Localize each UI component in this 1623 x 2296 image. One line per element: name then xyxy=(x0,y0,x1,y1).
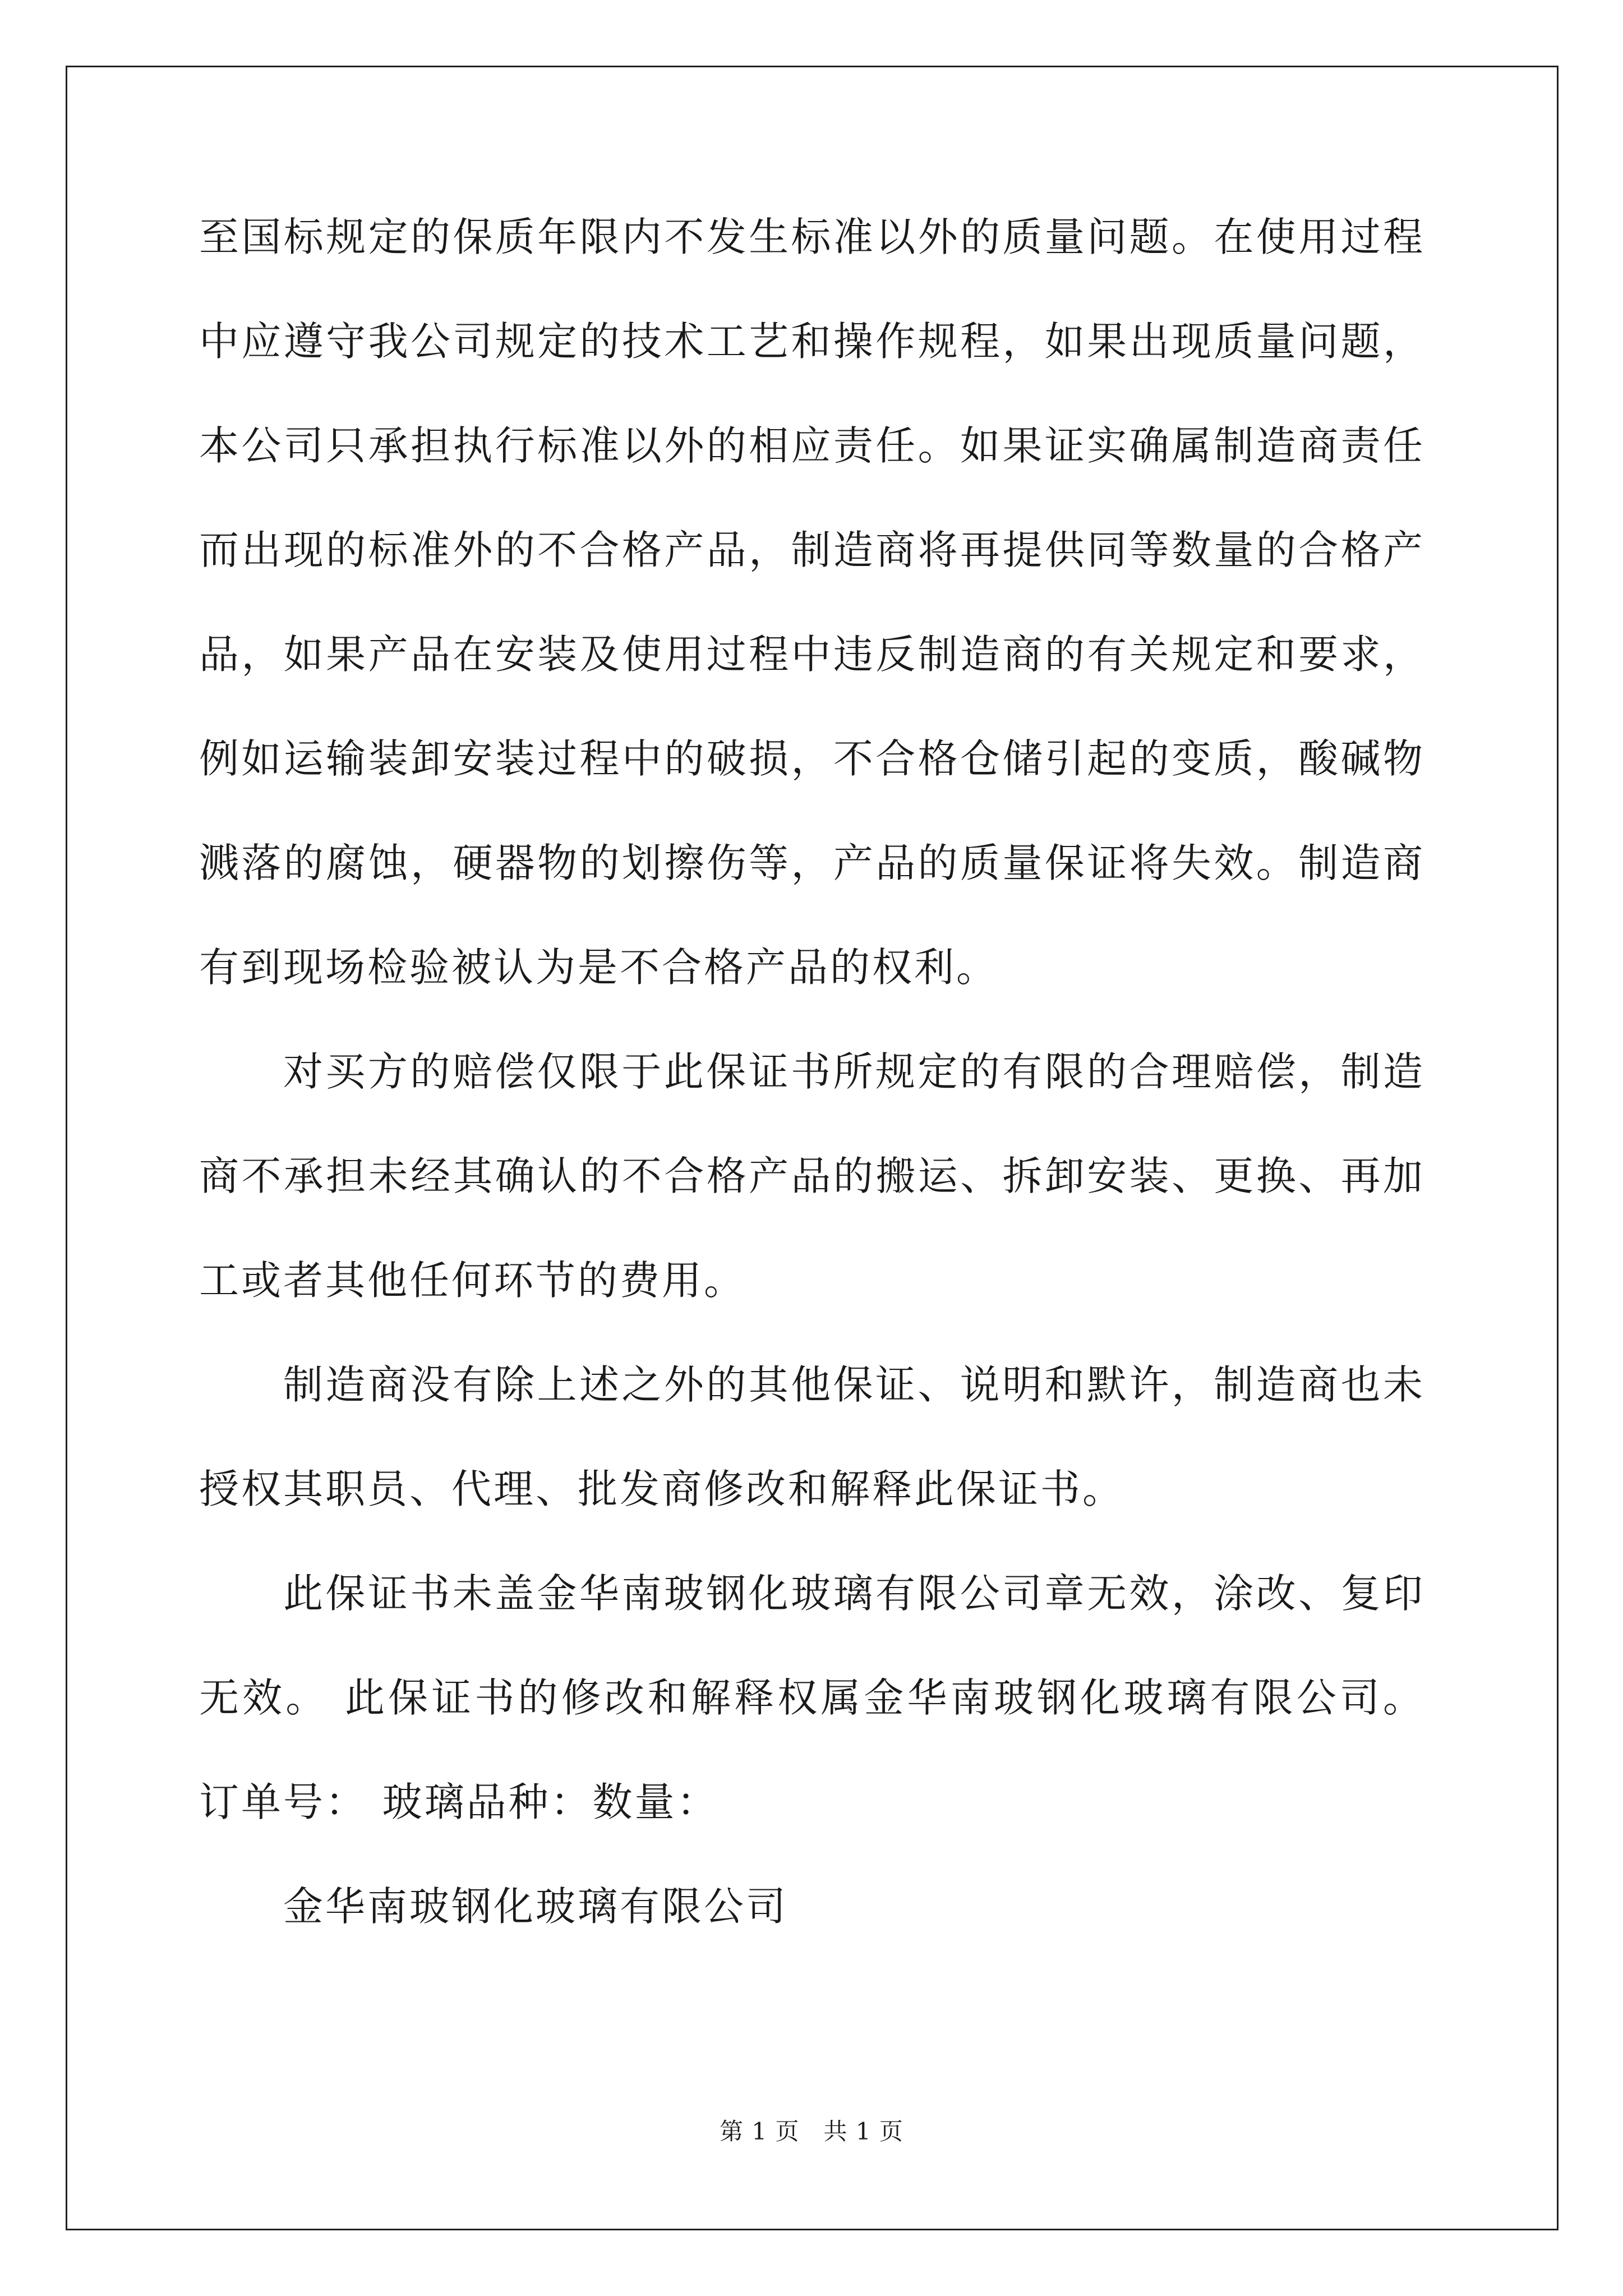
paragraph-no-other-warranty: 制造商没有除上述之外的其他保证、说明和默许，制造商也未授权其职员、代理、批发商修改和解释此保证书。 xyxy=(199,1361,1425,1512)
paragraph-validity: 此保证书未盖金华南玻钢化玻璃有限公司章无效，涂改、复印无效。 此保证书的修改和解释权属金华南玻钢化玻璃有限公司。 订单号： 玻璃品种：数量： xyxy=(199,1570,1425,1825)
paragraph-compensation: 对买方的赔偿仅限于此保证书所规定的有限的合理赔偿，制造商不承担未经其确认的不合格产品的搬运、拆卸安装、更换、再加工或者其他任何环节的费用。 xyxy=(199,1048,1425,1304)
document-body xyxy=(199,214,1425,1959)
page-footer: 第 1 页 共 1 页 xyxy=(720,2118,903,2145)
company-signature: 金华南玻钢化玻璃有限公司 xyxy=(283,1883,789,1930)
paragraph-quality-terms: 至国标规定的保质年限内不发生标准以外的质量问题。在使用过程中应遵守我公司规定的技术工艺和操作规程，如果出现质量问题，本公司只承担执行标准以外的相应责任。如果证实确属制造商责任而出现的标准外的不合格产品，制造商将再提供同等数量的合格产品，如果产品在安装及使用过程中违反制造商的有关规定和要求，例如运输装卸安装过程中的破损，不合格仓储引起的变质，酸碱物溅落的腐蚀，硬器物的划擦伤等，产品的质量保证将失效。制造商有到现场检验被认为是不合格产品的权利。 xyxy=(199,214,1425,991)
